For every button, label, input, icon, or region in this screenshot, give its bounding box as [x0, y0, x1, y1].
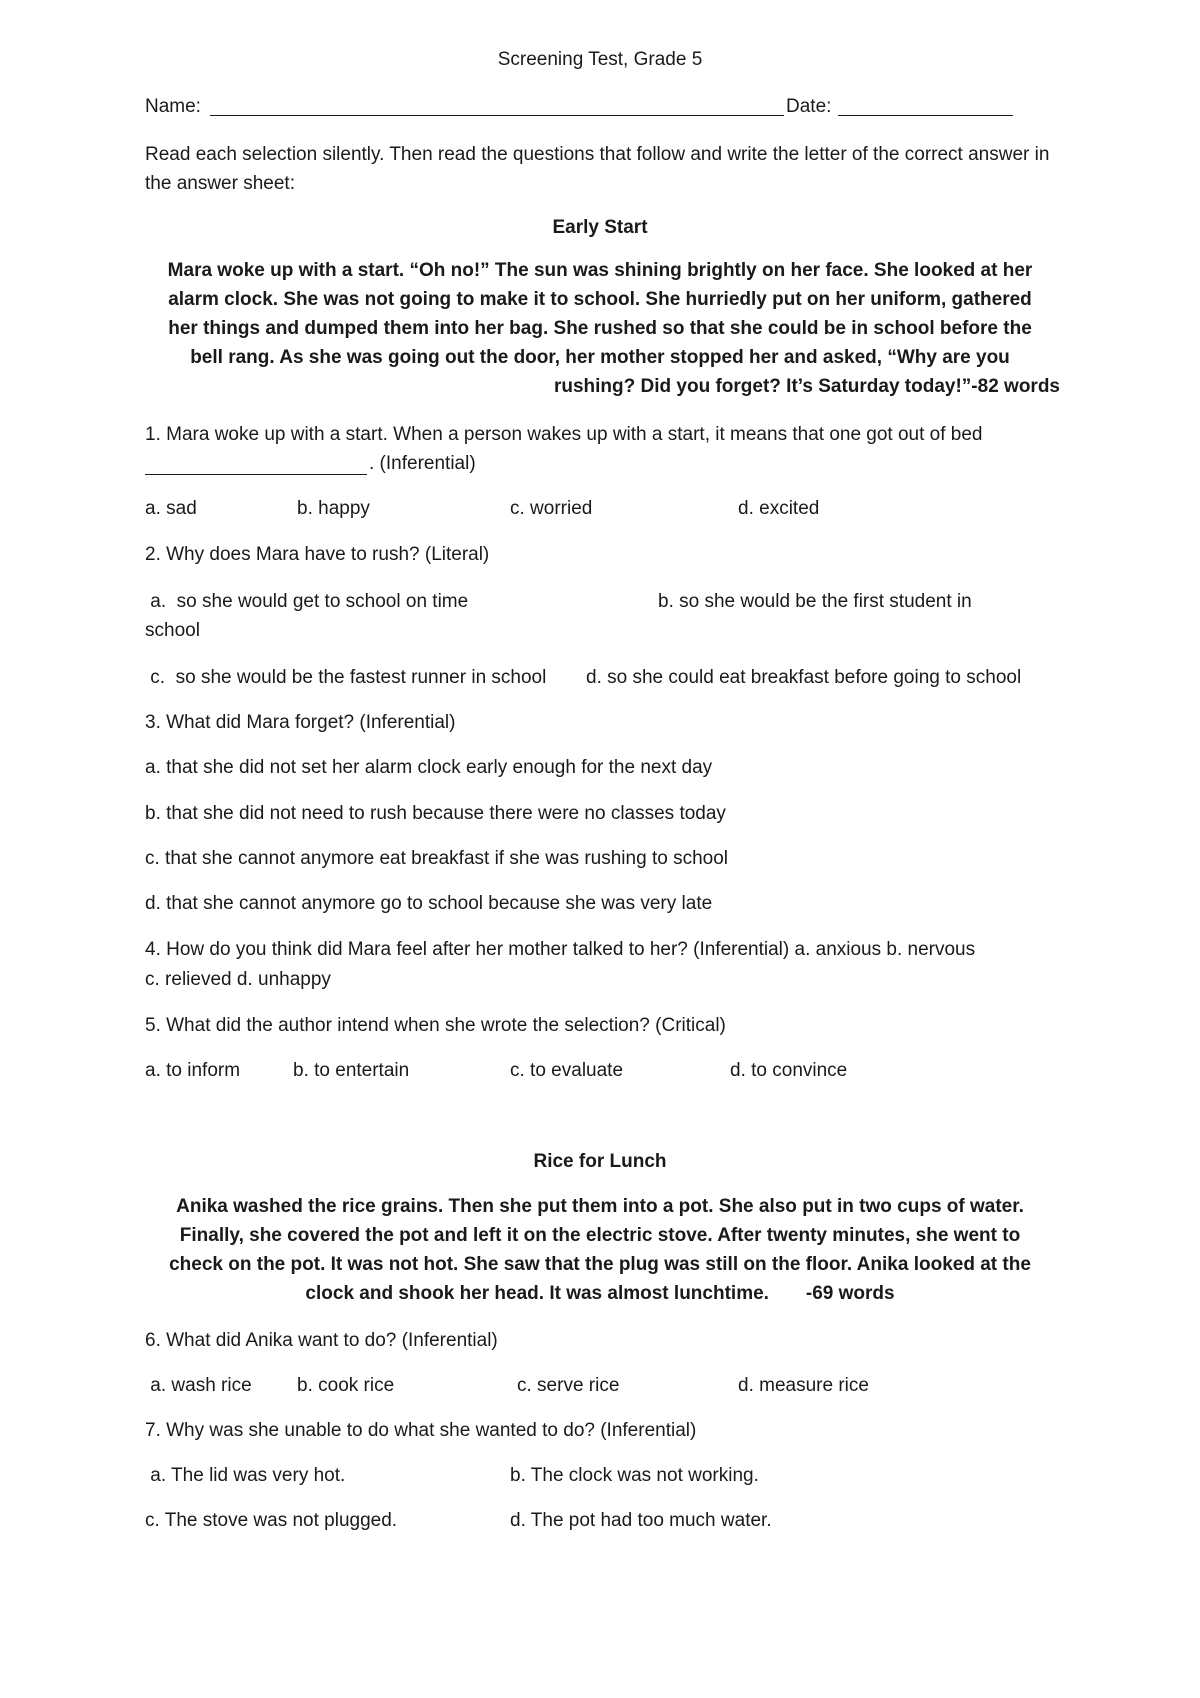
- passage-line: check on the pot. It was not hot. She saw that the plug was still on the floor. Anika looked at the: [169, 1254, 1031, 1275]
- question-3: 3. What did Mara forget? (Inferential): [145, 712, 456, 733]
- passage-line: bell rang. As she was going out the door, her mother stopped her and asked, “Why are you: [190, 347, 1010, 368]
- passage-line: alarm clock. She was not going to make it to school. She hurriedly put on her uniform, gathered: [168, 289, 1032, 310]
- option-d: d. so she could eat breakfast before going to school: [586, 667, 1022, 688]
- option-d: d. measure rice: [738, 1375, 869, 1396]
- option-b: b. cook rice: [297, 1375, 395, 1396]
- question-4: 4. How do you think did Mara feel after her mother talked to her? (Inferential) a. anxious b. nervous: [145, 939, 976, 960]
- document-title: Screening Test, Grade 5: [497, 49, 703, 70]
- option-b: b. so she would be the first student in: [658, 591, 972, 612]
- question-7: 7. Why was she unable to do what she wanted to do? (Inferential): [145, 1420, 697, 1441]
- option-d: d. to convince: [730, 1060, 848, 1081]
- question-4-options: c. relieved d. unhappy: [145, 969, 331, 990]
- option-a: a. that she did not set her alarm clock early enough for the next day: [145, 757, 713, 778]
- option-a: a. sad: [145, 498, 197, 519]
- option-d: d. The pot had too much water.: [510, 1510, 772, 1531]
- question-2: 2. Why does Mara have to rush? (Literal): [145, 544, 490, 565]
- option-c: c. that she cannot anymore eat breakfast if she was rushing to school: [145, 848, 728, 869]
- option-b: b. to entertain: [293, 1060, 410, 1081]
- question-5: 5. What did the author intend when she wrote the selection? (Critical): [145, 1015, 726, 1036]
- option-d: d. that she cannot anymore go to school because she was very late: [145, 893, 713, 914]
- option-c: c. The stove was not plugged.: [145, 1510, 398, 1531]
- option-c: c. worried: [510, 498, 593, 519]
- date-field[interactable]: [838, 97, 1013, 116]
- passage-line: rushing? Did you forget? It’s Saturday today!”-82 words: [553, 376, 1060, 397]
- date-label: Date:: [786, 96, 832, 117]
- question-1-tag: . (Inferential): [369, 453, 476, 474]
- selection-title: Early Start: [552, 217, 648, 238]
- passage-line: Finally, she covered the pot and left it on the electric stove. After twenty minutes, she went to: [179, 1225, 1021, 1246]
- option-c: c. so she would be the fastest runner in school: [145, 667, 547, 688]
- question-6: 6. What did Anika want to do? (Inferential): [145, 1330, 498, 1351]
- selection-title: Rice for Lunch: [533, 1151, 667, 1172]
- passage-line: her things and dumped them into her bag. She rushed so that she could be in school before the: [168, 318, 1032, 339]
- option-b: b. happy: [297, 498, 370, 519]
- passage-line: Anika washed the rice grains. Then she put them into a pot. She also put in two cups of water.: [176, 1196, 1024, 1217]
- instructions: Read each selection silently. Then read the questions that follow and write the letter of the correct answer in the answer sheet:: [145, 144, 1050, 194]
- question-1: 1. Mara woke up with a start. When a person wakes up with a start, it means that one got out of bed: [145, 424, 983, 445]
- option-b: b. that she did not need to rush because there were no classes today: [145, 803, 726, 824]
- option-a: a. so she would get to school on time: [145, 591, 469, 612]
- option-c: c. to evaluate: [510, 1060, 624, 1081]
- name-field[interactable]: [210, 97, 784, 116]
- option-a: a. to inform: [145, 1060, 241, 1081]
- name-label: Name:: [145, 96, 201, 117]
- option-b: b. The clock was not working.: [510, 1465, 759, 1486]
- option-c: c. serve rice: [517, 1375, 620, 1396]
- option-d: d. excited: [738, 498, 820, 519]
- option-b-continued: school: [145, 620, 200, 641]
- passage-line: Mara woke up with a start. “Oh no!” The sun was shining brightly on her face. She looked at her: [167, 260, 1033, 281]
- option-a: a. wash rice: [145, 1375, 252, 1396]
- answer-blank: [145, 456, 367, 475]
- option-a: a. The lid was very hot.: [145, 1465, 346, 1486]
- passage-line: clock and shook her head. It was almost lunchtime. -69 words: [305, 1283, 895, 1304]
